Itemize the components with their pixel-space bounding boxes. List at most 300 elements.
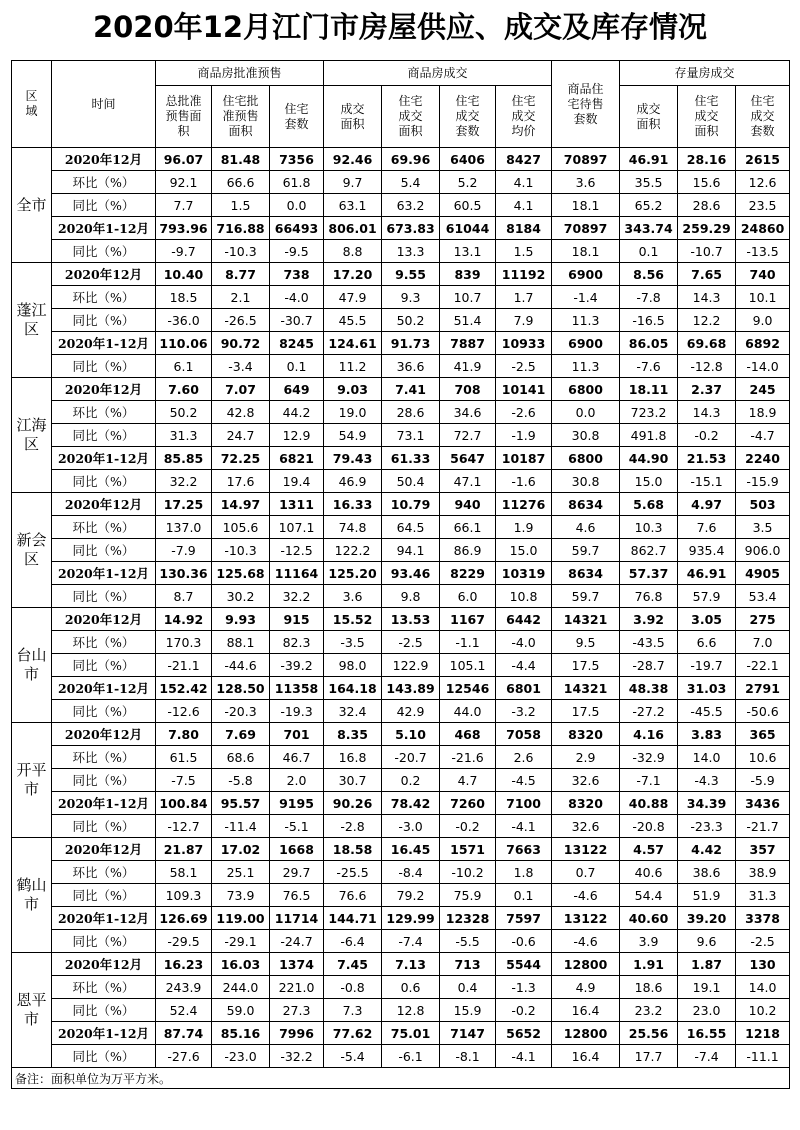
table-row: [12, 516, 790, 539]
value-cell: 11358: [270, 677, 324, 700]
table-row: [12, 470, 790, 493]
value-cell: 7.45: [324, 953, 382, 976]
table-row: [12, 171, 790, 194]
value-cell: 90.72: [212, 332, 270, 355]
value-cell: 128.50: [212, 677, 270, 700]
value-cell: 2.37: [678, 378, 736, 401]
value-cell: 7.3: [324, 999, 382, 1022]
value-cell: 85.16: [212, 1022, 270, 1045]
value-cell: 740: [736, 263, 790, 286]
value-cell: -7.9: [156, 539, 212, 562]
value-cell: 906.0: [736, 539, 790, 562]
value-cell: 107.1: [270, 516, 324, 539]
value-cell: 105.1: [440, 654, 496, 677]
row-label: 环比（%）: [52, 976, 156, 999]
table-row: [12, 700, 790, 723]
value-cell: 1311: [270, 493, 324, 516]
value-cell: 940: [440, 493, 496, 516]
value-cell: -20.7: [382, 746, 440, 769]
value-cell: 18.6: [620, 976, 678, 999]
value-cell: 12328: [440, 907, 496, 930]
value-cell: 17.5: [552, 654, 620, 677]
value-cell: 6.6: [678, 631, 736, 654]
value-cell: 806.01: [324, 217, 382, 240]
value-cell: 10933: [496, 332, 552, 355]
value-cell: -4.7: [736, 424, 790, 447]
value-cell: -45.5: [678, 700, 736, 723]
value-cell: -29.5: [156, 930, 212, 953]
value-cell: 7.65: [678, 263, 736, 286]
table-row: [12, 493, 790, 516]
value-cell: 21.53: [678, 447, 736, 470]
table-row: [12, 148, 790, 171]
value-cell: 68.6: [212, 746, 270, 769]
value-cell: 61.8: [270, 171, 324, 194]
value-cell: 14.0: [736, 976, 790, 999]
value-cell: -4.1: [496, 1045, 552, 1068]
row-label: 同比（%）: [52, 815, 156, 838]
value-cell: 18.5: [156, 286, 212, 309]
value-cell: 13.53: [382, 608, 440, 631]
value-cell: 1.8: [496, 861, 552, 884]
value-cell: 13.1: [440, 240, 496, 263]
value-cell: 3378: [736, 907, 790, 930]
row-label: 同比（%）: [52, 884, 156, 907]
table-row: [12, 263, 790, 286]
value-cell: -6.4: [324, 930, 382, 953]
value-cell: 5652: [496, 1022, 552, 1045]
value-cell: 1.87: [678, 953, 736, 976]
region-cell: 台山市: [12, 608, 52, 723]
value-cell: 15.9: [440, 999, 496, 1022]
value-cell: -1.3: [496, 976, 552, 999]
value-cell: 2.0: [270, 769, 324, 792]
row-label: 2020年12月: [52, 378, 156, 401]
table-row: [12, 194, 790, 217]
value-cell: -4.0: [496, 631, 552, 654]
value-cell: 7.69: [212, 723, 270, 746]
value-cell: 8229: [440, 562, 496, 585]
value-cell: 7147: [440, 1022, 496, 1045]
value-cell: 4.7: [440, 769, 496, 792]
value-cell: 10.8: [496, 585, 552, 608]
value-cell: -4.3: [678, 769, 736, 792]
row-label: 环比（%）: [52, 631, 156, 654]
value-cell: 7058: [496, 723, 552, 746]
value-cell: 28.16: [678, 148, 736, 171]
value-cell: 79.43: [324, 447, 382, 470]
value-cell: 14321: [552, 608, 620, 631]
value-cell: -0.8: [324, 976, 382, 999]
value-cell: -5.1: [270, 815, 324, 838]
region-cell: 新会区: [12, 493, 52, 608]
inventory-header-label: 商品住宅待售套数: [567, 81, 604, 126]
value-cell: 9.6: [678, 930, 736, 953]
value-cell: 11.2: [324, 355, 382, 378]
value-cell: 6900: [552, 263, 620, 286]
value-cell: -6.1: [382, 1045, 440, 1068]
value-cell: -11.4: [212, 815, 270, 838]
value-cell: -26.5: [212, 309, 270, 332]
value-cell: 343.74: [620, 217, 678, 240]
value-cell: -2.6: [496, 401, 552, 424]
region-header-label: 区域: [25, 89, 38, 118]
value-cell: 9.0: [736, 309, 790, 332]
value-cell: 839: [440, 263, 496, 286]
value-cell: 12.8: [382, 999, 440, 1022]
value-cell: 57.9: [678, 585, 736, 608]
value-cell: 130.36: [156, 562, 212, 585]
value-cell: 86.9: [440, 539, 496, 562]
value-cell: 1.5: [212, 194, 270, 217]
value-cell: 81.48: [212, 148, 270, 171]
value-cell: 6900: [552, 332, 620, 355]
value-cell: 47.1: [440, 470, 496, 493]
value-cell: -7.6: [620, 355, 678, 378]
value-cell: 3.5: [736, 516, 790, 539]
value-cell: 31.3: [156, 424, 212, 447]
row-label: 同比（%）: [52, 424, 156, 447]
value-cell: 3.92: [620, 608, 678, 631]
value-cell: 93.46: [382, 562, 440, 585]
value-cell: 16.03: [212, 953, 270, 976]
value-cell: 15.0: [620, 470, 678, 493]
value-cell: 16.55: [678, 1022, 736, 1045]
value-cell: 23.0: [678, 999, 736, 1022]
value-cell: 19.0: [324, 401, 382, 424]
value-cell: -1.4: [552, 286, 620, 309]
value-cell: 708: [440, 378, 496, 401]
value-cell: 6.0: [440, 585, 496, 608]
row-label: 2020年1-12月: [52, 1022, 156, 1045]
value-cell: 51.4: [440, 309, 496, 332]
value-cell: 122.9: [382, 654, 440, 677]
value-cell: 38.9: [736, 861, 790, 884]
column-header: [212, 86, 270, 148]
value-cell: 41.9: [440, 355, 496, 378]
column-header: [678, 86, 736, 148]
value-cell: 19.1: [678, 976, 736, 999]
value-cell: 25.1: [212, 861, 270, 884]
value-cell: -20.3: [212, 700, 270, 723]
value-cell: 42.9: [382, 700, 440, 723]
value-cell: -21.7: [736, 815, 790, 838]
value-cell: 14321: [552, 677, 620, 700]
row-label: 2020年12月: [52, 493, 156, 516]
value-cell: 18.1: [552, 240, 620, 263]
value-cell: -19.7: [678, 654, 736, 677]
value-cell: 23.2: [620, 999, 678, 1022]
value-cell: -3.0: [382, 815, 440, 838]
value-cell: -7.4: [678, 1045, 736, 1068]
value-cell: 15.6: [678, 171, 736, 194]
table-row: [12, 332, 790, 355]
row-label: 2020年12月: [52, 608, 156, 631]
region-cell: 全市: [12, 148, 52, 263]
table-row: [12, 1045, 790, 1068]
value-cell: 10141: [496, 378, 552, 401]
value-cell: 24860: [736, 217, 790, 240]
row-label: 同比（%）: [52, 539, 156, 562]
value-cell: -28.7: [620, 654, 678, 677]
value-cell: 4.6: [552, 516, 620, 539]
value-cell: -3.5: [324, 631, 382, 654]
value-cell: 14.0: [678, 746, 736, 769]
value-cell: 34.39: [678, 792, 736, 815]
value-cell: -5.8: [212, 769, 270, 792]
value-cell: 60.5: [440, 194, 496, 217]
table-row: [12, 1022, 790, 1045]
column-header: [496, 86, 552, 148]
value-cell: -27.2: [620, 700, 678, 723]
value-cell: -15.1: [678, 470, 736, 493]
value-cell: -50.6: [736, 700, 790, 723]
value-cell: 12.9: [270, 424, 324, 447]
value-cell: -10.3: [212, 539, 270, 562]
value-cell: 1.5: [496, 240, 552, 263]
value-cell: -24.7: [270, 930, 324, 953]
column-header-label: 住宅成交面积: [694, 94, 719, 138]
value-cell: 7.07: [212, 378, 270, 401]
row-label: 环比（%）: [52, 401, 156, 424]
value-cell: 63.1: [324, 194, 382, 217]
table-row: [12, 746, 790, 769]
table-row: [12, 907, 790, 930]
value-cell: 357: [736, 838, 790, 861]
value-cell: 9.8: [382, 585, 440, 608]
value-cell: 6406: [440, 148, 496, 171]
value-cell: 59.7: [552, 539, 620, 562]
value-cell: 50.4: [382, 470, 440, 493]
value-cell: 46.91: [678, 562, 736, 585]
value-cell: 8.77: [212, 263, 270, 286]
value-cell: 23.5: [736, 194, 790, 217]
value-cell: 2.1: [212, 286, 270, 309]
column-header: [736, 86, 790, 148]
value-cell: 10.3: [620, 516, 678, 539]
footnote: 备注：面积单位为万平方米。: [12, 1068, 790, 1089]
value-cell: 713: [440, 953, 496, 976]
value-cell: 8.8: [324, 240, 382, 263]
region-header: [12, 61, 52, 148]
value-cell: 0.7: [552, 861, 620, 884]
value-cell: 66.6: [212, 171, 270, 194]
column-header-label: 成交面积: [636, 101, 661, 131]
table-row: [12, 309, 790, 332]
row-label: 2020年12月: [52, 148, 156, 171]
value-cell: 5.10: [382, 723, 440, 746]
value-cell: -7.5: [156, 769, 212, 792]
value-cell: -10.2: [440, 861, 496, 884]
value-cell: 11714: [270, 907, 324, 930]
value-cell: 73.9: [212, 884, 270, 907]
value-cell: 52.4: [156, 999, 212, 1022]
row-label: 环比（%）: [52, 171, 156, 194]
value-cell: -30.7: [270, 309, 324, 332]
table-row: [12, 378, 790, 401]
value-cell: 4.1: [496, 171, 552, 194]
value-cell: -11.1: [736, 1045, 790, 1068]
table-row: [12, 792, 790, 815]
value-cell: 69.96: [382, 148, 440, 171]
value-cell: 50.2: [382, 309, 440, 332]
value-cell: 12.6: [736, 171, 790, 194]
row-label: 2020年12月: [52, 723, 156, 746]
value-cell: 1571: [440, 838, 496, 861]
value-cell: 105.6: [212, 516, 270, 539]
value-cell: 44.0: [440, 700, 496, 723]
value-cell: 53.4: [736, 585, 790, 608]
value-cell: 44.2: [270, 401, 324, 424]
value-cell: 40.88: [620, 792, 678, 815]
value-cell: 3.05: [678, 608, 736, 631]
value-cell: -3.4: [212, 355, 270, 378]
column-header: [382, 86, 440, 148]
value-cell: 3.6: [324, 585, 382, 608]
value-cell: 3.6: [552, 171, 620, 194]
table-row: [12, 999, 790, 1022]
value-cell: 94.1: [382, 539, 440, 562]
value-cell: 3.9: [620, 930, 678, 953]
value-cell: 79.2: [382, 884, 440, 907]
value-cell: -4.5: [496, 769, 552, 792]
value-cell: 4.1: [496, 194, 552, 217]
value-cell: 6800: [552, 447, 620, 470]
value-cell: 126.69: [156, 907, 212, 930]
value-cell: 28.6: [678, 194, 736, 217]
sales-group-header: 商品房成交: [324, 61, 552, 86]
table-row: [12, 884, 790, 907]
value-cell: 70897: [552, 217, 620, 240]
value-cell: 0.6: [382, 976, 440, 999]
value-cell: 8245: [270, 332, 324, 355]
value-cell: 915: [270, 608, 324, 631]
value-cell: 61.5: [156, 746, 212, 769]
row-label: 同比（%）: [52, 194, 156, 217]
value-cell: 1.7: [496, 286, 552, 309]
table-row: [12, 424, 790, 447]
value-cell: 9.03: [324, 378, 382, 401]
value-cell: 88.1: [212, 631, 270, 654]
row-label: 2020年12月: [52, 838, 156, 861]
value-cell: 2615: [736, 148, 790, 171]
value-cell: 5647: [440, 447, 496, 470]
value-cell: -12.6: [156, 700, 212, 723]
value-cell: 17.7: [620, 1045, 678, 1068]
value-cell: 701: [270, 723, 324, 746]
value-cell: -5.5: [440, 930, 496, 953]
column-header-label: 住宅成交套数: [455, 94, 480, 138]
value-cell: 76.5: [270, 884, 324, 907]
value-cell: -0.2: [440, 815, 496, 838]
value-cell: 50.2: [156, 401, 212, 424]
value-cell: 5544: [496, 953, 552, 976]
value-cell: 723.2: [620, 401, 678, 424]
value-cell: 10.40: [156, 263, 212, 286]
row-label: 2020年1-12月: [52, 447, 156, 470]
value-cell: 7597: [496, 907, 552, 930]
value-cell: 31.3: [736, 884, 790, 907]
row-label: 同比（%）: [52, 999, 156, 1022]
region-cell: 鹤山市: [12, 838, 52, 953]
value-cell: 143.89: [382, 677, 440, 700]
value-cell: 95.57: [212, 792, 270, 815]
value-cell: 61.33: [382, 447, 440, 470]
row-label: 2020年1-12月: [52, 217, 156, 240]
value-cell: 122.2: [324, 539, 382, 562]
row-label: 同比（%）: [52, 470, 156, 493]
row-label: 同比（%）: [52, 769, 156, 792]
value-cell: 7260: [440, 792, 496, 815]
value-cell: 9195: [270, 792, 324, 815]
value-cell: 32.6: [552, 769, 620, 792]
value-cell: 76.8: [620, 585, 678, 608]
value-cell: 3.83: [678, 723, 736, 746]
value-cell: -2.5: [736, 930, 790, 953]
value-cell: 16.8: [324, 746, 382, 769]
value-cell: 92.1: [156, 171, 212, 194]
approval-group-header: 商品房批准预售: [156, 61, 324, 86]
column-header-label: 成交面积: [340, 101, 365, 131]
value-cell: 82.3: [270, 631, 324, 654]
value-cell: 935.4: [678, 539, 736, 562]
value-cell: -0.2: [496, 999, 552, 1022]
value-cell: 7887: [440, 332, 496, 355]
inventory-header: [552, 61, 620, 148]
value-cell: 11.3: [552, 355, 620, 378]
value-cell: 17.5: [552, 700, 620, 723]
value-cell: 4.97: [678, 493, 736, 516]
table-row: [12, 930, 790, 953]
table-row: [12, 585, 790, 608]
value-cell: 7356: [270, 148, 324, 171]
value-cell: -14.0: [736, 355, 790, 378]
value-cell: 6.1: [156, 355, 212, 378]
value-cell: -3.2: [496, 700, 552, 723]
value-cell: 90.26: [324, 792, 382, 815]
column-header-label: 住宅成交均价: [511, 94, 536, 138]
value-cell: -21.1: [156, 654, 212, 677]
value-cell: 15.52: [324, 608, 382, 631]
value-cell: 61044: [440, 217, 496, 240]
value-cell: 44.90: [620, 447, 678, 470]
value-cell: 0.1: [270, 355, 324, 378]
value-cell: 7.13: [382, 953, 440, 976]
region-cell: 江海区: [12, 378, 52, 493]
value-cell: -2.5: [382, 631, 440, 654]
value-cell: 7.41: [382, 378, 440, 401]
value-cell: 7996: [270, 1022, 324, 1045]
column-header-label: 住宅批准预售面积: [222, 94, 259, 138]
value-cell: 91.73: [382, 332, 440, 355]
housing-stats-table: [11, 60, 790, 1089]
table-row: [12, 401, 790, 424]
table-row: [12, 539, 790, 562]
value-cell: 275: [736, 608, 790, 631]
value-cell: 10.7: [440, 286, 496, 309]
value-cell: 45.5: [324, 309, 382, 332]
value-cell: -25.5: [324, 861, 382, 884]
value-cell: 72.25: [212, 447, 270, 470]
value-cell: 21.87: [156, 838, 212, 861]
value-cell: 1668: [270, 838, 324, 861]
table-row: [12, 654, 790, 677]
value-cell: 30.2: [212, 585, 270, 608]
table-row: [12, 769, 790, 792]
value-cell: 24.7: [212, 424, 270, 447]
value-cell: -0.2: [678, 424, 736, 447]
value-cell: 40.60: [620, 907, 678, 930]
